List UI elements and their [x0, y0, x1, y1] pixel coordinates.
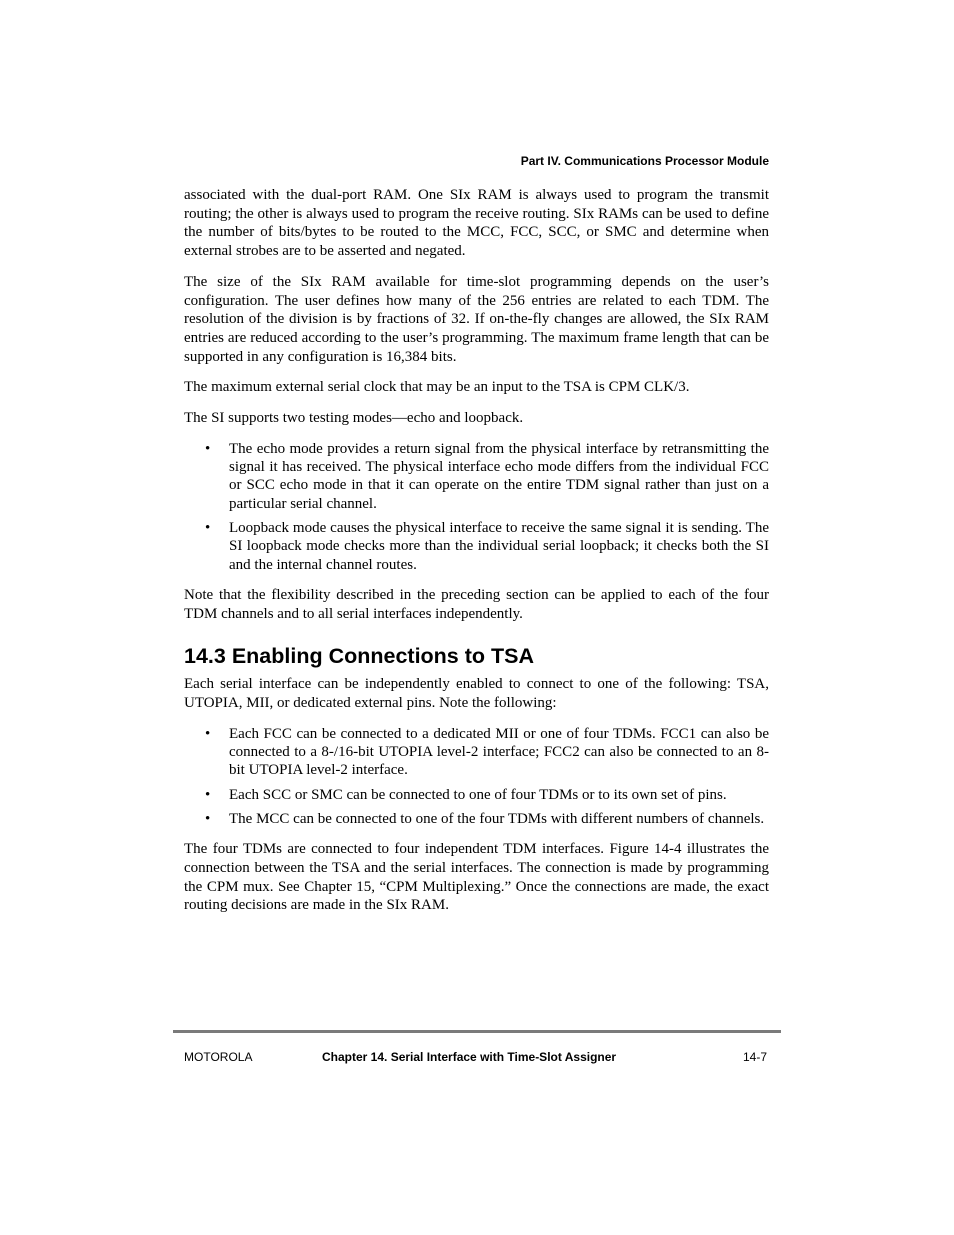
list-item-text: The MCC can be connected to one of the four TDMs with different numbers of channels. [229, 810, 765, 827]
testing-modes-list [184, 440, 769, 574]
running-head: Part IV. Communications Processor Module [520, 154, 769, 168]
paragraph-testing-modes: The SI supports two testing modes—echo and loopback. [184, 410, 524, 427]
list-item-text: The echo mode provides a return signal from the physical interface by retransmitting the signal it has received. The physical interface echo mode differs from the individual FCC or SCC echo mode in that it can operate on the entire TDM signal rather than just on a particular serial channel. [229, 440, 769, 512]
list-item-text: Each SCC or SMC can be connected to one of four TDMs or to its own set of pins. [229, 786, 727, 803]
paragraph-six-ram-usage: associated with the dual-port RAM. One SIx RAM is always used to program the transmit routing; the other is always used to program the receive routing. SIx RAMs can be used to define the number of bits/bytes to be routed to the MCC, FCC, SCC, or SMC and determine when external strobes are to be asserted and negated. [184, 187, 769, 260]
paragraph-serial-clock: The maximum external serial clock that may be an input to the TSA is CPM CLK/3. [184, 379, 690, 396]
connection-notes-list [184, 725, 769, 828]
bullet-icon: • [205, 440, 211, 457]
paragraph-flexibility-note: Note that the flexibility described in the preceding section can be applied to each of the four TDM channels and to all serial interfaces independently. [184, 586, 769, 622]
section-heading: 14.3 Enabling Connections to TSA [184, 644, 535, 669]
list-item [184, 725, 769, 780]
page-content [184, 186, 769, 915]
footer-divider [173, 1030, 781, 1033]
paragraph-six-ram-size: The size of the SIx RAM available for time-slot programming depends on the user’s configuration. The user defines how many of the 256 entries are related to each TDM. The resolution of the division is by fractions of 32. If on-the-fly changes are allowed, the SIx RAM entries are reduced according to the user’s programming. The maximum frame length that can be supported in any configuration is 16,384 bits. [184, 273, 769, 365]
bullet-icon: • [205, 786, 211, 803]
paragraph-enable-connections: Each serial interface can be independently enabled to connect to one of the following: TSA, UTOPIA, MII, or dedicated external pins. Note the following: [184, 676, 769, 711]
list-item-text: Loopback mode causes the physical interface to receive the same signal it is sending. The SI loopback mode checks more than the individual serial loopback; it checks both the SI and the internal channel routes. [229, 519, 769, 573]
bullet-icon: • [205, 725, 211, 742]
footer-page-number: 14-7 [742, 1050, 767, 1064]
bullet-icon: • [205, 810, 211, 827]
bullet-icon: • [205, 519, 211, 536]
paragraph-tdm-interfaces: The four TDMs are connected to four independent TDM interfaces. Figure 14-4 illustrates the connection between the TSA and the serial interfaces. The connection is made by programming the CPM mux. See Chapter 15, “CPM Multiplexing.” Once the connections are made, the exact routing decisions are made in the SIx RAM. [184, 841, 769, 914]
footer-company: MOTOROLA [184, 1050, 253, 1064]
page-footer [184, 1050, 769, 1066]
list-item [184, 440, 769, 513]
footer-chapter-title: Chapter 14. Serial Interface with Time-Slot Assigner [322, 1050, 617, 1064]
list-item-text: Each FCC can be connected to a dedicated MII or one of four TDMs. FCC1 can also be connected to a 8-/16-bit UTOPIA level-2 interface; FCC2 can also be connected to an 8-bit UTOPIA level-2 interface. [229, 725, 769, 779]
list-item [184, 810, 769, 828]
list-item [184, 519, 769, 574]
list-item [184, 786, 769, 804]
